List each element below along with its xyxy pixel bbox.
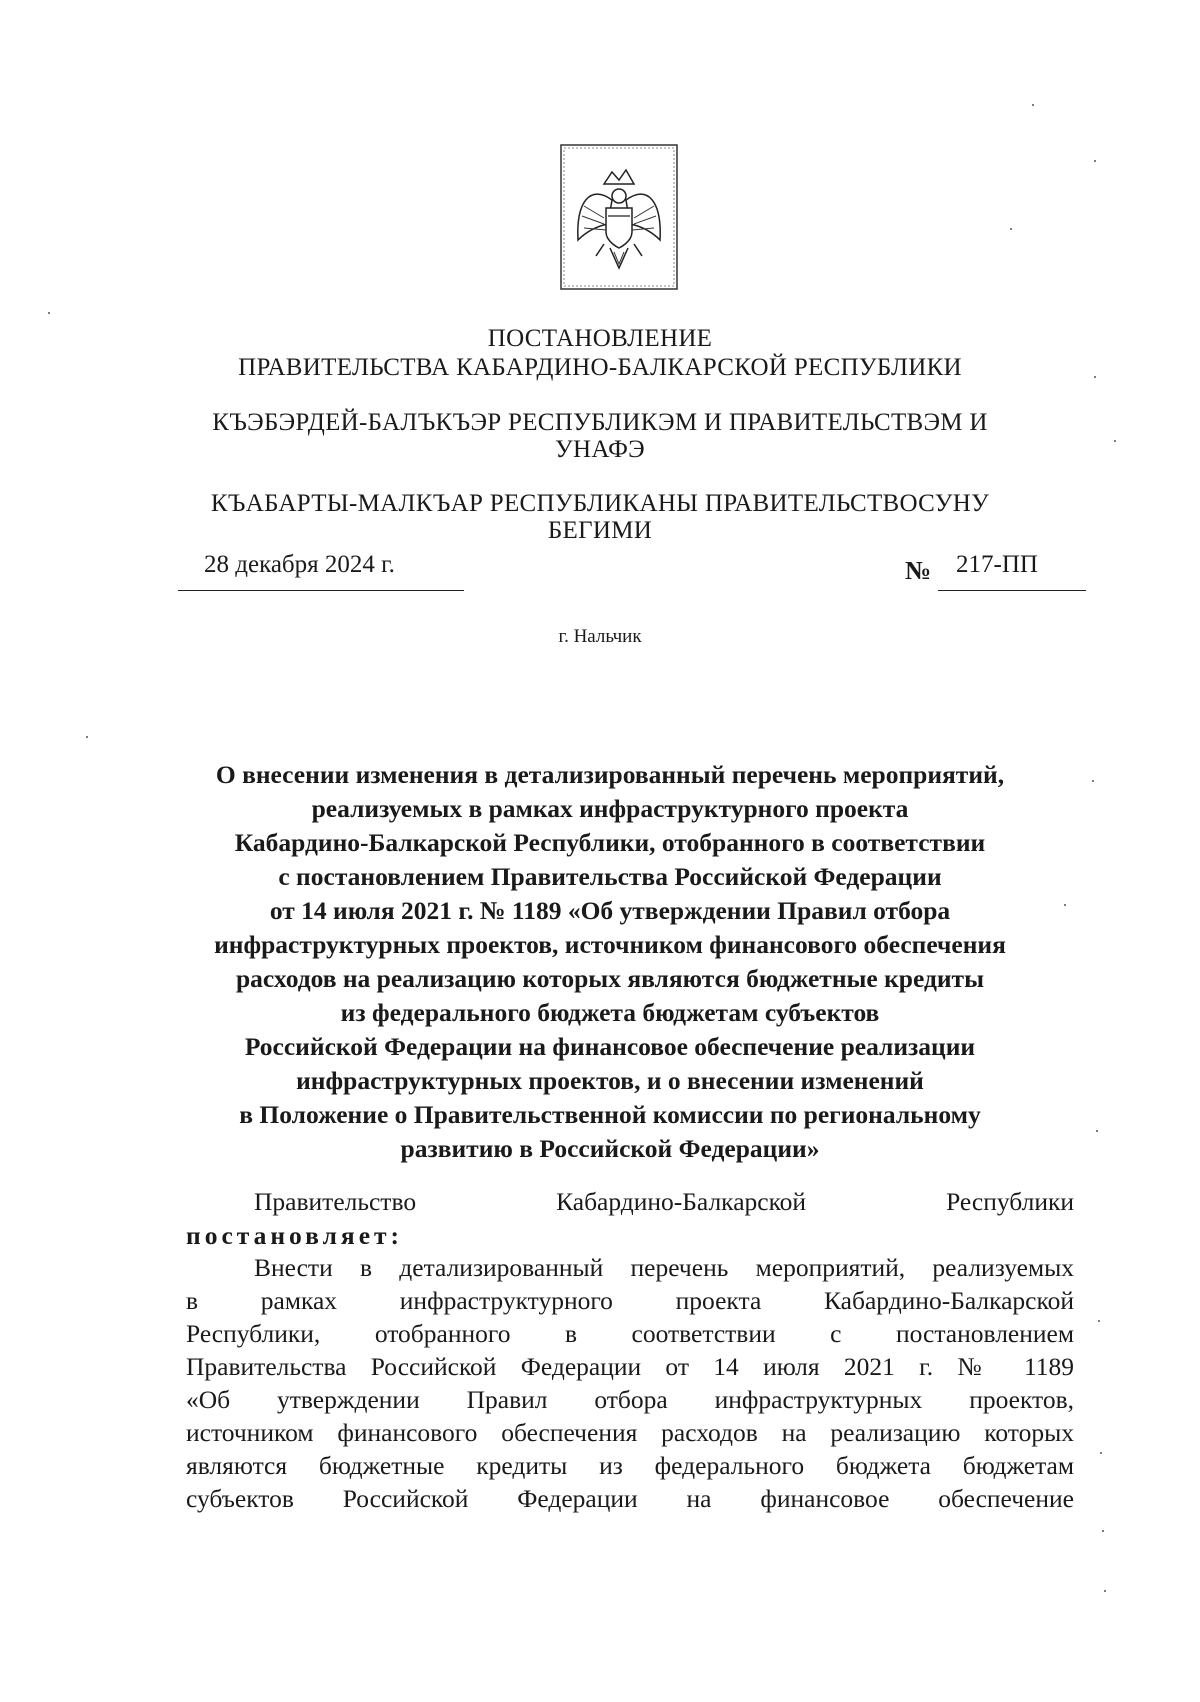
scan-speck	[1094, 160, 1096, 162]
number-label: №	[905, 556, 932, 585]
document-type-heading: ПОСТАНОВЛЕНИЕ	[487, 325, 713, 352]
subject-line: инфраструктурных проектов, источником финансового обеспечения	[214, 930, 1006, 959]
subject-line: Российской Федерации на финансовое обеспечение реализации	[244, 1032, 976, 1061]
scan-speck	[1092, 780, 1094, 782]
scan-speck	[1104, 1590, 1106, 1592]
scan-speck	[1064, 904, 1066, 906]
scan-speck	[1010, 228, 1012, 230]
scan-speck	[86, 736, 88, 738]
scan-speck	[1032, 104, 1034, 106]
scan-speck	[1098, 1320, 1100, 1322]
subject-line: из федерального бюджета бюджетам субъектов	[340, 998, 880, 1027]
document-date: 28 декабря 2024 г.	[178, 550, 464, 591]
scan-speck	[48, 312, 50, 314]
document-subject	[160, 758, 1060, 1166]
issuer-heading: ПРАВИТЕЛЬСТВА КАБАРДИНО-БАЛКАРСКОЙ РЕСПУБЛИКИ	[238, 354, 962, 381]
document-city: г. Нальчик	[558, 626, 642, 647]
scan-speck	[1096, 1130, 1098, 1132]
subject-line: инфраструктурных проектов, и о внесении изменений	[296, 1066, 924, 1095]
decree-word: постановляет:	[186, 1221, 404, 1250]
body-line: субъектов Российской Федерации на финансовое обеспечение	[186, 1484, 1074, 1513]
subject-line: О внесении изменения в детализированный перечень мероприятий,	[215, 760, 1005, 789]
scan-speck	[1114, 440, 1116, 442]
body-line: в рамках инфраструктурного проекта Кабардино-Балкарской	[186, 1286, 1074, 1315]
issuer-heading-balkar: КЪАБАРТЫ-МАЛКЪАР РЕСПУБЛИКАНЫ ПРАВИТЕЛЬСТВОСУНУ	[210, 490, 990, 517]
subject-line: расходов на реализацию которых являются бюджетные кредиты	[236, 964, 984, 993]
issuer-heading-balkar-cont: БЕГИМИ	[547, 517, 653, 544]
scan-speck	[1100, 1452, 1102, 1454]
document-number: 217-ПП	[938, 550, 1086, 591]
government-line	[186, 1185, 1074, 1218]
subject-line: развитию в Российской Федерации»	[400, 1134, 820, 1163]
body-line: Республики, отобранного в соответствии с постановлением	[186, 1319, 1074, 1348]
body-line: «Об утверждении Правил отбора инфраструктурных проектов,	[186, 1385, 1074, 1414]
scan-speck	[1094, 376, 1096, 378]
subject-line: от 14 июля 2021 г. № 1189 «Об утверждении Правил отбора	[269, 896, 951, 925]
body-line: Внести в детализированный перечень мероприятий, реализуемых	[254, 1253, 1074, 1282]
scan-speck	[1102, 1530, 1104, 1532]
subject-line: в Положение о Правительственной комиссии по региональному	[239, 1100, 981, 1129]
issuer-heading-kabardian-cont: УНАФЭ	[555, 436, 645, 463]
government-line-text: Правительство Кабардино-Балкарской Республики	[254, 1187, 1074, 1216]
coat-of-arms-icon	[560, 144, 678, 290]
body-line: Правительства Российской Федерации от 14 июля 2021 г. № 1189	[186, 1352, 1074, 1381]
body-line: являются бюджетные кредиты из федерального бюджета бюджетам	[186, 1451, 1074, 1480]
subject-line: Кабардино-Балкарской Республики, отобранного в соответствии	[234, 828, 986, 857]
body-paragraph	[186, 1251, 1074, 1515]
subject-line: реализуемых в рамках инфраструктурного проекта	[311, 794, 909, 823]
subject-line: с постановлением Правительства Российской Федерации	[278, 862, 942, 891]
body-line: источником финансового обеспечения расходов на реализацию которых	[186, 1418, 1074, 1447]
issuer-heading-kabardian: КЪЭБЭРДЕЙ-БАЛЪКЪЭР РЕСПУБЛИКЭМ И ПРАВИТЕЛЬСТВЭМ И	[212, 409, 988, 436]
